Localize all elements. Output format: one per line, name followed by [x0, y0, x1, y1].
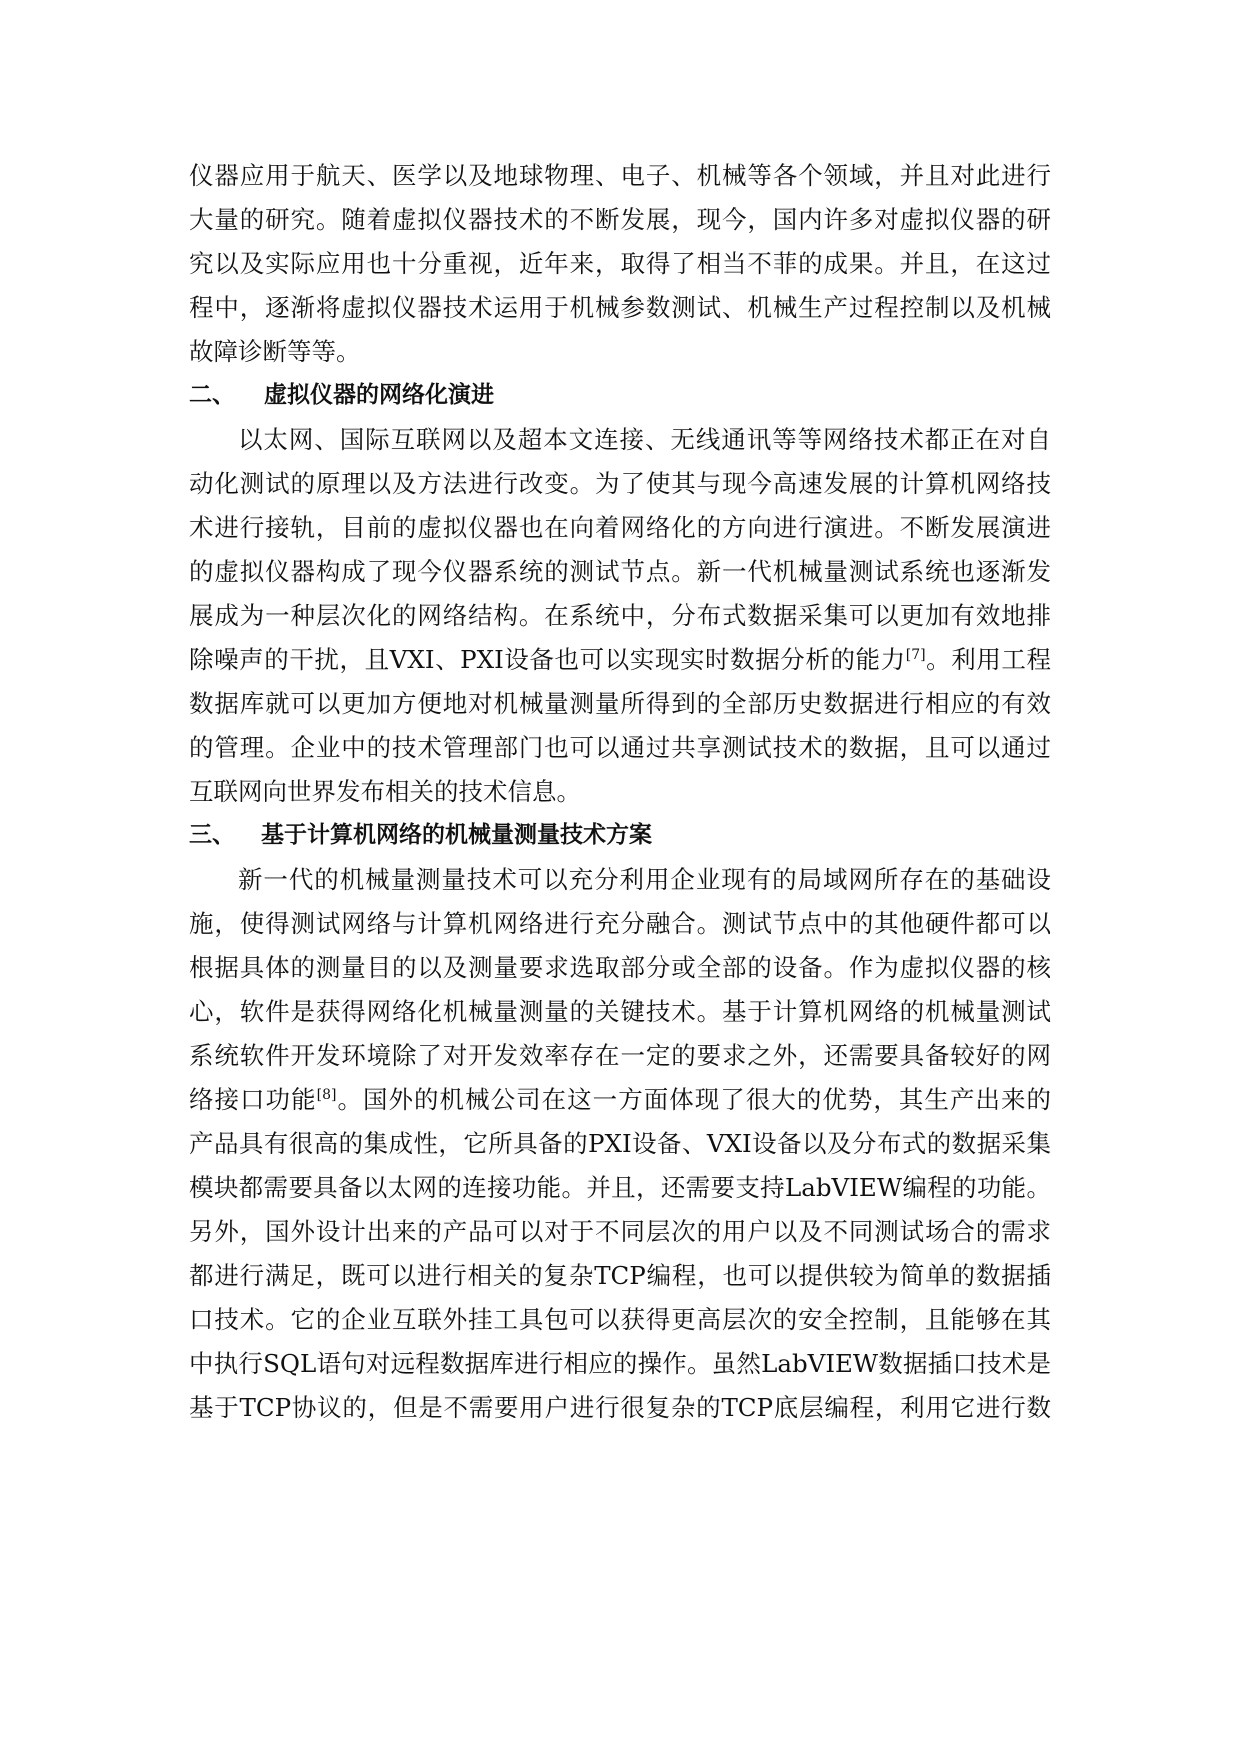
paragraph-line: 的管理。企业中的技术管理部门也可以通过共享测试技术的数据，且可以通过 — [189, 733, 1051, 762]
section-number: 二、 — [189, 382, 235, 408]
paragraph-line: 模块都需要具备以太网的连接功能。并且，还需要支持LabVIEW编程的功能。 — [189, 1173, 1051, 1202]
paragraph-line: 施，使得测试网络与计算机网络进行充分融合。测试节点中的其他硬件都可以 — [189, 909, 1051, 938]
line-text: 除噪声的干扰，且VXI、PXI设备也可以实现实时数据分析的能力 — [189, 645, 906, 674]
paragraph-line: 动化测试的原理以及方法进行改变。为了使其与现今高速发展的计算机网络技 — [189, 469, 1051, 498]
paragraph-line: 都进行满足，既可以进行相关的复杂TCP编程，也可以提供较为简单的数据插 — [189, 1261, 1051, 1290]
paragraph-line: 根据具体的测量目的以及测量要求选取部分或全部的设备。作为虚拟仪器的核 — [189, 953, 1051, 982]
paragraph-line: 以太网、国际互联网以及超本文连接、无线通讯等等网络技术都正在对自 — [238, 425, 1051, 454]
paragraph-line: 展成为一种层次化的网络结构。在系统中，分布式数据采集可以更加有效地排 — [189, 601, 1051, 630]
paragraph-line: 数据库就可以更加方便地对机械量测量所得到的全部历史数据进行相应的有效 — [189, 689, 1051, 718]
section-title: 虚拟仪器的网络化演进 — [264, 382, 494, 408]
line-text: 络接口功能 — [189, 1085, 317, 1114]
line-text: 。国外的机械公司在这一方面体现了很大的优势，其生产出来的 — [336, 1085, 1051, 1114]
citation-ref: [7] — [905, 646, 926, 663]
paragraph-line: 故障诊断等等。 — [189, 337, 361, 366]
paragraph-line: 程中，逐渐将虚拟仪器技术运用于机械参数测试、机械生产过程控制以及机械 — [189, 293, 1051, 322]
paragraph-line-with-citation — [189, 1078, 1051, 1122]
paragraph-line: 心，软件是获得网络化机械量测量的关键技术。基于计算机网络的机械量测试 — [189, 997, 1051, 1026]
paragraph-line: 中执行SQL语句对远程数据库进行相应的操作。虽然LabVIEW数据插口技术是 — [189, 1349, 1051, 1378]
section-number: 三、 — [189, 822, 235, 848]
paragraph-line: 的虚拟仪器构成了现今仪器系统的测试节点。新一代机械量测试系统也逐渐发 — [189, 557, 1051, 586]
paragraph-line-with-citation — [189, 638, 1051, 682]
paragraph-line: 术进行接轨，目前的虚拟仪器也在向着网络化的方向进行演进。不断发展演进 — [189, 513, 1051, 542]
paragraph-line: 产品具有很高的集成性，它所具备的PXI设备、VXI设备以及分布式的数据采集 — [189, 1129, 1051, 1158]
paragraph-line: 系统软件开发环境除了对开发效率存在一定的要求之外，还需要具备较好的网 — [189, 1041, 1051, 1070]
citation-ref: [8] — [316, 1086, 337, 1103]
paragraph-line: 究以及实际应用也十分重视，近年来，取得了相当不菲的成果。并且，在这过 — [189, 249, 1051, 278]
paragraph-line: 大量的研究。随着虚拟仪器技术的不断发展，现今，国内许多对虚拟仪器的研 — [189, 205, 1051, 234]
line-text: 。利用工程 — [925, 645, 1051, 674]
paragraph-line: 互联网向世界发布相关的技术信息。 — [189, 777, 581, 806]
paragraph-line: 另外，国外设计出来的产品可以对于不同层次的用户以及不同测试场合的需求 — [189, 1217, 1051, 1246]
section-title: 基于计算机网络的机械量测量技术方案 — [261, 822, 652, 848]
paragraph-line: 口技术。它的企业互联外挂工具包可以获得更高层次的安全控制，且能够在其 — [189, 1305, 1051, 1334]
paragraph-line: 仪器应用于航天、医学以及地球物理、电子、机械等各个领域，并且对此进行 — [189, 161, 1051, 190]
paragraph-line: 新一代的机械量测量技术可以充分利用企业现有的局域网所存在的基础设 — [238, 865, 1051, 894]
paragraph-line: 基于TCP协议的，但是不需要用户进行很复杂的TCP底层编程，利用它进行数 — [189, 1393, 1051, 1422]
